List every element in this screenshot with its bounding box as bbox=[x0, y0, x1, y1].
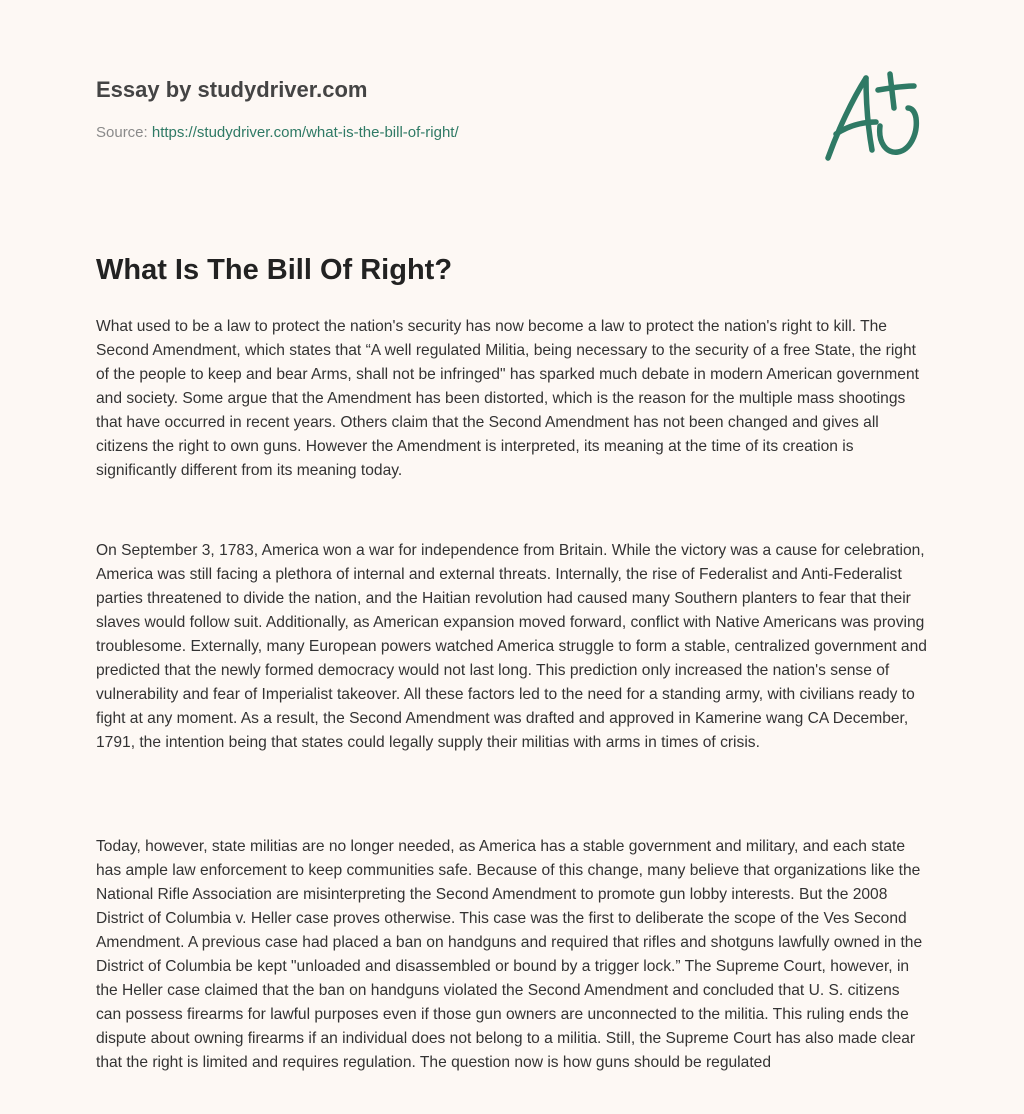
source-link[interactable]: https://studydriver.com/what-is-the-bill-of-right/ bbox=[151, 124, 459, 141]
essay-paragraph: Today, however, state militias are no longer needed, as America has a stable government and military, and each state has ample law enforcement to keep communities safe. Because of this change, many believe that organizations like the National Rifle Association are misinterpreting the Second Amendment to promote gun lobby interests. But the 2008 District of Columbia v. Heller case proves otherwise. This case was the first to deliberate the scope of the Ves Second Amendment. A previous case had placed a ban on handguns and required that rifles and shotguns lawfully owned in the District of Columbia be kept "unloaded and disassembled or bound by a trigger lock.” The Supreme Court, however, in the Heller case claimed that the ban on handguns violated the Second Amendment and concluded that U. S. citizens can possess firearms for lawful purposes even if those gun owners are unconnected to the militia. This ruling ends the dispute about owning firearms if an individual does not belong to a militia. Still, the Supreme Court has also made clear that the right is limited and requires regulation. The question now is how guns should be regulated bbox=[96, 838, 923, 1071]
essay-paragraph: On September 3, 1783, America won a war for independence from Britain. While the victory was a cause for celebration, America was still facing a plethora of internal and external threats. Internally, the rise of Federalist and Anti-Federalist parties threatened to divide the nation, and the Haitian revolution had caused many Southern planters to fear that their slaves would follow suit. Additionally, as American expansion moved forward, conflict with Native Americans was proving troublesome. Externally, many European powers watched America struggle to form a stable, centralized government and predicted that the newly formed democracy would not last long. This prediction only increased the nation's sense of vulnerability and fear of Imperialist takeover. All these factors led to the need for a standing army, with civilians ready to fight at any moment. As a result, the Second Amendment was drafted and approved in Kamerine wang CA December, 1791, the intention being that states could legally supply their militias with arms in times of crisis. bbox=[96, 542, 927, 751]
site-title: Essay by studydriver.com bbox=[96, 77, 368, 102]
source-line bbox=[96, 124, 459, 141]
a-plus-logo-icon bbox=[822, 68, 926, 164]
essay-title: What Is The Bill Of Right? bbox=[96, 254, 453, 286]
source-label: Source: bbox=[96, 124, 148, 141]
essay-paragraph: What used to be a law to protect the nation's security has now become a law to protect the nation's right to kill. The Second Amendment, which states that “A well regulated Militia, being necessary to the security of a free State, the right of the people to keep and bear Arms, shall not be infringed" has sparked much debate in modern American government and society. Some argue that the Amendment has been distorted, which is the reason for the multiple mass shootings that have occurred in recent years. Others claim that the Second Amendment has not been changed and gives all citizens the right to own guns. However the Amendment is interpreted, its meaning at the time of its creation is significantly different from its meaning today. bbox=[96, 318, 919, 479]
